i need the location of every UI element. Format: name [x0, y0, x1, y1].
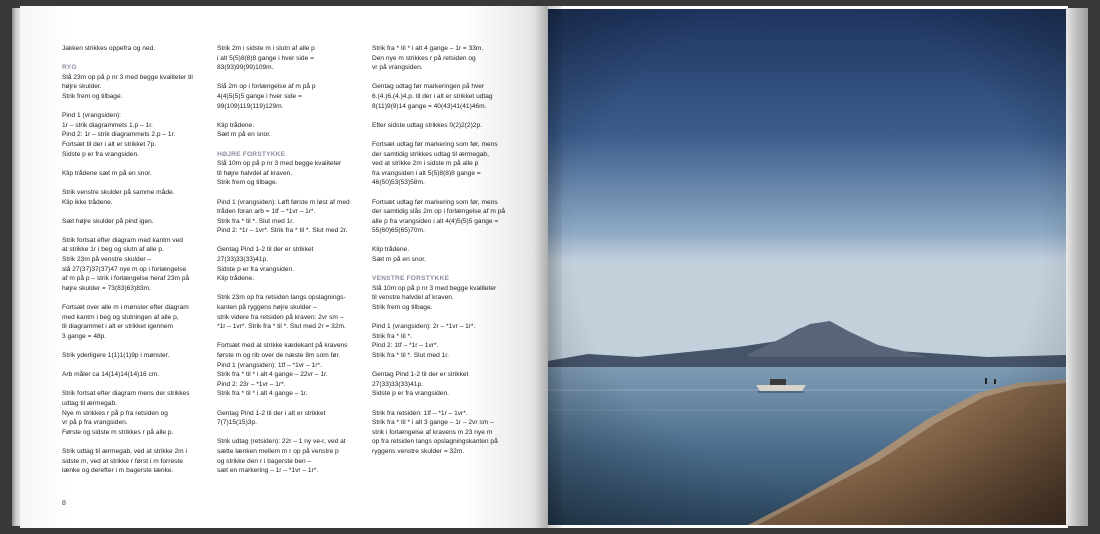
paragraph: Fortsæt udtag før markering som før, mens der samtidig strikkes udtag til ærmegab, ved at strikke 2m i sidste m på alle p fra vrangsiden i alt 5(5)8(8)8 gange = 46(50)53(53)58m. [372, 140, 498, 187]
paragraph: Strik yderligere 1(1)1(1)9p i mønster. [62, 352, 170, 359]
left-page [20, 6, 548, 528]
paragraph: Arb måler ca 14(14)14(14)16 cm. [62, 371, 160, 379]
section-heading: HØJRE FORSTYKKE [217, 150, 286, 158]
paragraph: Gentag Pind 1-2 til der er strikket 27(33)33(33)41p. Sidste p er fra vrangsiden. Klip trådene. [217, 246, 314, 283]
paragraph: Slå 2m op i forlængelse af m på p 4(4)5(5)5 gange i hver side = 99(109)119(119)129m. [217, 83, 316, 110]
paragraph: Slå 10m op på p nr 3 med begge kvaliteter til venstre halvdel af kraven. Strik frem og tilbage. [372, 284, 497, 312]
section-heading: VENSTRE FORSTYKKE [372, 275, 450, 283]
landscape-photo [548, 9, 1067, 525]
paragraph: Strik fra retsiden: 1tf – *1r – 1vr*. Strik fra * til * i alt 3 gange – 1r – 2vr sm – strik i forlængelse af kravens m 23 nye m op fra retsiden langs opslagningskanten på ryggens venstre skulder = 32m. [372, 409, 498, 455]
paragraph: Gentag udtag før markeringen på hver 6.(4.)6.(4.)4.p. til der i alt er strikket udtag 8(11)9(9)14 gange = 40(43)41(41)46m. [372, 83, 493, 110]
paragraph: Gentag Pind 1-2 til der i alt er strikket 7(7)15(15)3p. [217, 409, 326, 427]
paragraph: Fortsæt over alle m i mønster efter diagram med kantm i beg og slutningen af alle p, til diagrammet i alt er strikket igennem 3 gange = 48p. [62, 304, 189, 340]
text-column-2 [217, 44, 362, 485]
paragraph: Jakken strikkes oppefra og ned. [62, 45, 156, 52]
paragraph: Slå 23m op på p nr 3 med begge kvaliteter til højre skulder. Strik frem og tilbage. [62, 73, 193, 100]
paragraph: Klip trådene. Sæt m på en snor. [217, 121, 271, 139]
paragraph: Strik 23m op fra retsiden langs opslagnings- kanten på ryggens højre skulder – strik videre fra retsiden på kraven: 2vr sm – *1r – 1vr*. Strik fra * til *. Slut med 2r = 32m. [217, 294, 346, 331]
paragraph: Klip trådene. Sæt m på en snor. [372, 246, 426, 264]
paragraph: Efter sidste udtag strikkes 0(2)2(2)2p. [372, 121, 482, 129]
paragraph: Gentag Pind 1-2 til der er strikket 27(33)33(33)41p. Sidste p er fra vrangsiden. [372, 371, 469, 398]
paragraph: Strik fra * til * i alt 4 gange – 1r = 33m. Den nye m strikkes r på retsiden og vr på vrangsiden. [372, 45, 484, 72]
paragraph: Pind 1 (vrangsiden): 2r – *1vr – 1r*. Strik fra * til *. Pind 2: 1tf – *1r – 1vr*. Strik fra * til *. Slut med 1r. [372, 323, 476, 359]
page-edge-right [1066, 8, 1088, 526]
paragraph: Pind 1 (vrangsiden): 1r – strik diagrammets 1.p – 1r. Pind 2: 1r – strik diagrammets 2.p – 1r. Fortsæt til der i alt er strikket 7p. Sidste p er fra vrangsiden. [62, 112, 176, 158]
text-column-1 [62, 44, 207, 485]
paragraph: Strik venstre skulder på samme måde. Klip ikke trådene. [62, 188, 175, 206]
paragraph: Strik fortsat efter diagram mens der strikkes udtag til ærmegab. Nye m strikkes r på p fra retsiden og vr på p fra vrangsiden. Første og sidste m strikkes r på alle p. [62, 390, 190, 436]
paragraph: Pind 1 (vrangsiden): Løft første m løst af med tråden foran arb = 1tf – *1vr – 1r*. Strik fra * til *. Slut med 1r. Pind 2: *1r – 1vr*. Strik fra * til *. Slut med 2r. [217, 198, 350, 235]
paragraph: Strik 2m i sidste m i slutn af alle p i alt 5(5)8(8)8 gange i hver side = 83(93)99(99)109m. [217, 45, 315, 72]
paragraph: Fortsæt med at strikke kædekant på kravens første m og rib over de næste 8m som før. Pind 1 (vrangsiden): 1tf – *1vr – 1r*. Strik fra * til * i alt 4 gange – 22vr – 1r. Pind 2: 23r – *1vr – 1r*. Strik fra * til * i alt 4 gange – 1r. [217, 342, 348, 398]
paragraph: Slå 10m op på p nr 3 med begge kvaliteter til højre halvdel af kraven. Strik frem og tilbage. [217, 160, 342, 187]
section-heading: RYG [62, 64, 77, 72]
paragraph: Strik fortsat efter diagram med kantm ved at strikke 1r i beg og slutn af alle p. Strik 23m på venstre skulder – slå 27(37)37(37)47 nye m op i forlængelse af m på p – strik i forlængelse heraf 23m på højre skulder = 73(83)63)83m. [62, 236, 190, 292]
paragraph: Fortsæt udtag før markering som før, mens der samtidig slås 2m op i forlængelse af m på alle p fra vrangsiden i alt 4(4)5(5)5 gange = 55(60)65(65)70m. [372, 198, 506, 235]
page-number: 8 [62, 500, 66, 507]
open-book [12, 6, 1088, 528]
text-column-3 [372, 44, 517, 466]
paragraph: Strik udtag til ærmegab, ved at strikke 2m i sidste m, ved at strikke r først i m forreste lænke og derefter i m bagerste lænke. [62, 447, 187, 475]
paragraph: Klip trådene sæt m på en snor. [62, 169, 152, 177]
paragraph: Sæt højre skulder på pind igen. [62, 217, 154, 225]
paragraph: Strik udtag (retsiden): 22r – 1 ny ve-r, ved at sætte lænken mellem m r op på venstre p og strikke den r i bagerste ben – sæt en markering – 1r – *1vr – 1r*. [217, 438, 346, 475]
volcano-beach-image [548, 9, 1067, 525]
